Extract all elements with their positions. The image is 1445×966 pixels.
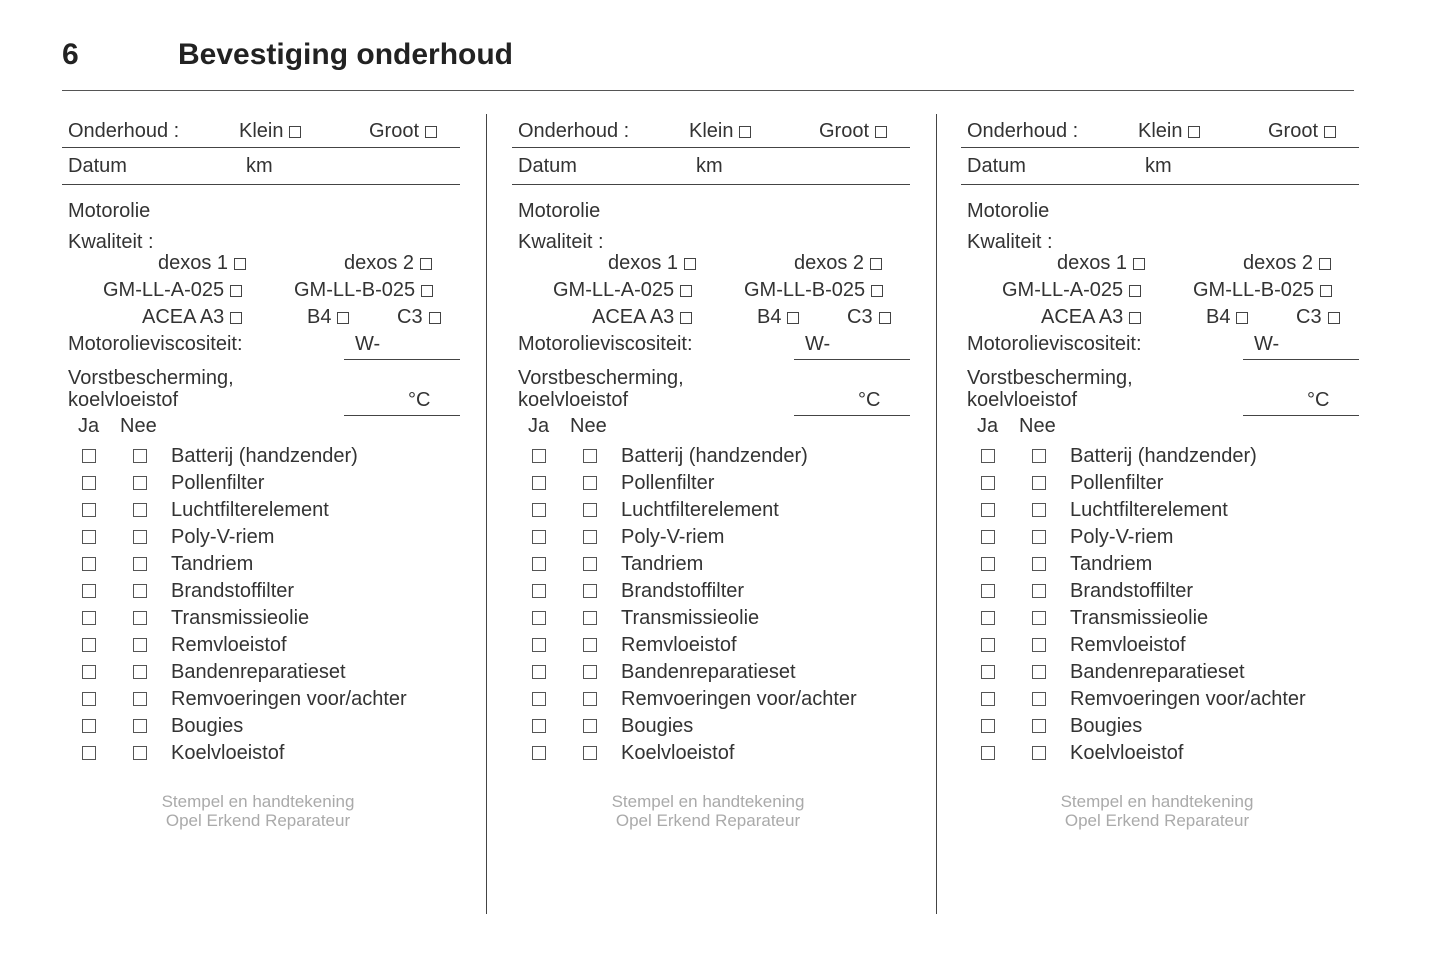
- ja-checkbox[interactable]: [532, 449, 546, 463]
- dexos1-option[interactable]: [158, 253, 246, 273]
- dexos2-checkbox[interactable]: [1319, 258, 1331, 270]
- viscosity-prefix: W-: [805, 333, 831, 355]
- c3-option[interactable]: [847, 307, 891, 327]
- groot-checkbox[interactable]: [1324, 126, 1336, 138]
- checklist-item-label: Remvloeistof: [1070, 634, 1186, 656]
- ja-checkbox[interactable]: [82, 665, 96, 679]
- gm-ll-b-label: GM-LL-B-025: [294, 279, 416, 301]
- ja-checkbox[interactable]: [82, 746, 96, 760]
- nee-checkbox[interactable]: [133, 476, 147, 490]
- gm-ll-a-checkbox[interactable]: [230, 285, 242, 297]
- acea-checkbox[interactable]: [1129, 312, 1141, 324]
- onderhoud-label: Onderhoud :: [68, 120, 180, 142]
- ja-checkbox[interactable]: [82, 476, 96, 490]
- datum-label: Datum: [68, 155, 127, 177]
- checklist-item-label: Bougies: [171, 715, 244, 737]
- checklist-item-label: Pollenfilter: [621, 472, 715, 494]
- dexos1-label: dexos 1: [158, 252, 229, 274]
- ja-checkbox[interactable]: [532, 476, 546, 490]
- frost-label-line1: Vorstbescherming,: [518, 367, 684, 389]
- nee-header: Nee: [1019, 415, 1056, 437]
- ja-checkbox[interactable]: [82, 692, 96, 706]
- viscosity-prefix: W-: [1254, 333, 1280, 355]
- gm-ll-a-option[interactable]: [103, 280, 242, 300]
- checklist-item-label: Luchtfilterelement: [1070, 499, 1228, 521]
- nee-checkbox[interactable]: [583, 692, 597, 706]
- nee-checkbox[interactable]: [1032, 503, 1046, 517]
- datum-label: Datum: [967, 155, 1026, 177]
- km-label: km: [246, 155, 273, 177]
- checklist-item-label: Remvloeistof: [621, 634, 737, 656]
- gm-ll-b-checkbox[interactable]: [421, 285, 433, 297]
- ja-checkbox[interactable]: [82, 449, 96, 463]
- groot-checkbox[interactable]: [875, 126, 887, 138]
- nee-checkbox[interactable]: [1032, 692, 1046, 706]
- groot-option[interactable]: [369, 121, 437, 141]
- nee-checkbox[interactable]: [133, 611, 147, 625]
- gm-ll-a-label: GM-LL-A-025: [1002, 279, 1124, 301]
- c3-checkbox[interactable]: [1328, 312, 1340, 324]
- nee-checkbox[interactable]: [583, 584, 597, 598]
- ja-checkbox[interactable]: [981, 638, 995, 652]
- stamp-caption-line1: Stempel en handtekening: [161, 792, 355, 811]
- ja-checkbox[interactable]: [981, 449, 995, 463]
- ja-checkbox[interactable]: [981, 557, 995, 571]
- acea-label: ACEA A3: [592, 306, 675, 328]
- ja-checkbox[interactable]: [981, 503, 995, 517]
- maintenance-column-1: [62, 0, 454, 966]
- klein-option[interactable]: [689, 121, 751, 141]
- checklist-item-label: Brandstoffilter: [171, 580, 295, 602]
- b4-checkbox[interactable]: [1236, 312, 1248, 324]
- klein-label: Klein: [689, 120, 734, 142]
- viscosity-prefix: W-: [355, 333, 381, 355]
- ja-checkbox[interactable]: [82, 584, 96, 598]
- checklist-item-label: Remvloeistof: [171, 634, 287, 656]
- checklist-item-label: Bougies: [621, 715, 694, 737]
- checklist-item-label: Koelvloeistof: [171, 742, 285, 764]
- gm-ll-b-checkbox[interactable]: [1320, 285, 1332, 297]
- dexos2-checkbox[interactable]: [870, 258, 882, 270]
- gm-ll-a-checkbox[interactable]: [680, 285, 692, 297]
- groot-label: Groot: [819, 120, 870, 142]
- nee-checkbox[interactable]: [583, 719, 597, 733]
- nee-checkbox[interactable]: [583, 503, 597, 517]
- checklist-item-label: Bandenreparatieset: [171, 661, 346, 683]
- klein-option[interactable]: [239, 121, 301, 141]
- stamp-caption-line1: Stempel en handtekening: [611, 792, 805, 811]
- checklist-item-label: Batterij (handzender): [171, 445, 358, 467]
- ja-checkbox[interactable]: [82, 530, 96, 544]
- gm-ll-b-checkbox[interactable]: [871, 285, 883, 297]
- dexos2-option[interactable]: [344, 253, 432, 273]
- viscosity-input-line[interactable]: [344, 359, 460, 360]
- checklist-item-label: Batterij (handzender): [1070, 445, 1257, 467]
- column-divider: [486, 114, 487, 914]
- ja-checkbox[interactable]: [532, 665, 546, 679]
- divider: [512, 147, 910, 148]
- dexos1-checkbox[interactable]: [684, 258, 696, 270]
- acea-checkbox[interactable]: [680, 312, 692, 324]
- nee-checkbox[interactable]: [133, 746, 147, 760]
- ja-checkbox[interactable]: [981, 530, 995, 544]
- kwaliteit-label: Kwaliteit :: [967, 231, 1053, 253]
- nee-checkbox[interactable]: [583, 665, 597, 679]
- nee-checkbox[interactable]: [1032, 449, 1046, 463]
- groot-label: Groot: [1268, 120, 1319, 142]
- groot-checkbox[interactable]: [425, 126, 437, 138]
- gm-ll-b-option[interactable]: [294, 280, 433, 300]
- checklist-item-label: Poly-V-riem: [171, 526, 275, 548]
- dexos1-label: dexos 1: [608, 252, 679, 274]
- gm-ll-a-option[interactable]: [1002, 280, 1141, 300]
- gm-ll-a-label: GM-LL-A-025: [553, 279, 675, 301]
- kwaliteit-label: Kwaliteit :: [68, 231, 154, 253]
- checklist-item-label: Koelvloeistof: [621, 742, 735, 764]
- checklist-item-label: Transmissieolie: [171, 607, 310, 629]
- stamp-caption-line1: Stempel en handtekening: [1060, 792, 1254, 811]
- checklist-item-label: Poly-V-riem: [1070, 526, 1174, 548]
- ja-header: Ja: [78, 415, 100, 437]
- motorolie-label: Motorolie: [68, 200, 151, 222]
- frost-input-line[interactable]: [794, 415, 910, 416]
- nee-checkbox[interactable]: [133, 638, 147, 652]
- nee-checkbox[interactable]: [583, 557, 597, 571]
- onderhoud-label: Onderhoud :: [967, 120, 1079, 142]
- nee-checkbox[interactable]: [583, 611, 597, 625]
- dexos2-label: dexos 2: [794, 252, 865, 274]
- frost-input-line[interactable]: [344, 415, 460, 416]
- frost-unit: °C: [858, 389, 881, 411]
- km-label: km: [1145, 155, 1172, 177]
- checklist-item-label: Bandenreparatieset: [1070, 661, 1245, 683]
- nee-checkbox[interactable]: [1032, 530, 1046, 544]
- km-label: km: [696, 155, 723, 177]
- nee-checkbox[interactable]: [1032, 611, 1046, 625]
- gm-ll-b-label: GM-LL-B-025: [1193, 279, 1315, 301]
- nee-checkbox[interactable]: [133, 449, 147, 463]
- frost-label-line1: Vorstbescherming,: [967, 367, 1133, 389]
- acea-label: ACEA A3: [1041, 306, 1124, 328]
- checklist-item-label: Bandenreparatieset: [621, 661, 796, 683]
- checklist-item-label: Transmissieolie: [1070, 607, 1209, 629]
- checklist-item-label: Transmissieolie: [621, 607, 760, 629]
- klein-option[interactable]: [1138, 121, 1200, 141]
- klein-label: Klein: [1138, 120, 1183, 142]
- nee-header: Nee: [120, 415, 157, 437]
- dexos2-option[interactable]: [1243, 253, 1331, 273]
- ja-checkbox[interactable]: [532, 557, 546, 571]
- nee-checkbox[interactable]: [583, 476, 597, 490]
- ja-checkbox[interactable]: [981, 692, 995, 706]
- ja-checkbox[interactable]: [532, 692, 546, 706]
- acea-option[interactable]: [592, 307, 692, 327]
- b4-checkbox[interactable]: [787, 312, 799, 324]
- gm-ll-b-option[interactable]: [1193, 280, 1332, 300]
- frost-unit: °C: [1307, 389, 1330, 411]
- gm-ll-a-option[interactable]: [553, 280, 692, 300]
- page-number: 6: [62, 38, 79, 71]
- checklist-item-label: Batterij (handzender): [621, 445, 808, 467]
- frost-unit: °C: [408, 389, 431, 411]
- divider: [512, 184, 910, 185]
- checklist-item-label: Luchtfilterelement: [171, 499, 329, 521]
- nee-checkbox[interactable]: [1032, 638, 1046, 652]
- divider: [62, 147, 460, 148]
- b4-option[interactable]: [757, 307, 799, 327]
- dexos1-option[interactable]: [1057, 253, 1145, 273]
- groot-label: Groot: [369, 120, 420, 142]
- ja-checkbox[interactable]: [981, 719, 995, 733]
- dexos1-option[interactable]: [608, 253, 696, 273]
- ja-checkbox[interactable]: [82, 638, 96, 652]
- maintenance-column-3: [961, 0, 1353, 966]
- ja-checkbox[interactable]: [981, 665, 995, 679]
- ja-checkbox[interactable]: [532, 530, 546, 544]
- onderhoud-label: Onderhoud :: [518, 120, 630, 142]
- ja-checkbox[interactable]: [82, 611, 96, 625]
- dexos1-label: dexos 1: [1057, 252, 1128, 274]
- c3-label: C3: [397, 306, 423, 328]
- ja-checkbox[interactable]: [981, 746, 995, 760]
- nee-checkbox[interactable]: [1032, 746, 1046, 760]
- ja-checkbox[interactable]: [532, 503, 546, 517]
- klein-label: Klein: [239, 120, 284, 142]
- frost-label-line2: koelvloeistof: [967, 389, 1078, 411]
- nee-checkbox[interactable]: [1032, 584, 1046, 598]
- checklist-item-label: Remvoeringen voor/achter: [171, 688, 407, 710]
- b4-label: B4: [307, 306, 332, 328]
- checklist-item-label: Tandriem: [621, 553, 704, 575]
- gm-ll-b-option[interactable]: [744, 280, 883, 300]
- gm-ll-a-label: GM-LL-A-025: [103, 279, 225, 301]
- dexos2-label: dexos 2: [1243, 252, 1314, 274]
- stamp-caption-line2: Opel Erkend Reparateur: [615, 811, 801, 830]
- dexos2-option[interactable]: [794, 253, 882, 273]
- motorolie-label: Motorolie: [518, 200, 601, 222]
- checklist-item-label: Tandriem: [171, 553, 254, 575]
- viscosity-label: Motorolieviscositeit:: [967, 333, 1142, 355]
- frost-label-line2: koelvloeistof: [68, 389, 179, 411]
- divider: [961, 147, 1359, 148]
- nee-checkbox[interactable]: [1032, 665, 1046, 679]
- nee-checkbox[interactable]: [1032, 557, 1046, 571]
- acea-checkbox[interactable]: [230, 312, 242, 324]
- viscosity-label: Motorolieviscositeit:: [518, 333, 693, 355]
- ja-checkbox[interactable]: [981, 476, 995, 490]
- klein-checkbox[interactable]: [739, 126, 751, 138]
- ja-header: Ja: [528, 415, 550, 437]
- viscosity-input-line[interactable]: [794, 359, 910, 360]
- page-title: Bevestiging onderhoud: [178, 38, 514, 71]
- c3-label: C3: [1296, 306, 1322, 328]
- checklist-item-label: Koelvloeistof: [1070, 742, 1184, 764]
- datum-label: Datum: [518, 155, 577, 177]
- maintenance-column-2: [512, 0, 904, 966]
- acea-option[interactable]: [1041, 307, 1141, 327]
- nee-checkbox[interactable]: [133, 557, 147, 571]
- c3-option[interactable]: [397, 307, 441, 327]
- dexos2-label: dexos 2: [344, 252, 415, 274]
- checklist-item-label: Pollenfilter: [1070, 472, 1164, 494]
- nee-checkbox[interactable]: [1032, 476, 1046, 490]
- frost-input-line[interactable]: [1243, 415, 1359, 416]
- stamp-caption-line2: Opel Erkend Reparateur: [1064, 811, 1250, 830]
- klein-checkbox[interactable]: [1188, 126, 1200, 138]
- checklist-item-label: Luchtfilterelement: [621, 499, 779, 521]
- nee-checkbox[interactable]: [133, 584, 147, 598]
- nee-checkbox[interactable]: [583, 746, 597, 760]
- ja-checkbox[interactable]: [532, 638, 546, 652]
- nee-checkbox[interactable]: [133, 692, 147, 706]
- nee-checkbox[interactable]: [133, 530, 147, 544]
- c3-option[interactable]: [1296, 307, 1340, 327]
- groot-option[interactable]: [1268, 121, 1336, 141]
- stamp-caption-line2: Opel Erkend Reparateur: [165, 811, 351, 830]
- checklist-item-label: Pollenfilter: [171, 472, 265, 494]
- ja-checkbox[interactable]: [82, 557, 96, 571]
- groot-option[interactable]: [819, 121, 887, 141]
- ja-header: Ja: [977, 415, 999, 437]
- checklist-item-label: Brandstoffilter: [1070, 580, 1194, 602]
- column-divider: [936, 114, 937, 914]
- checklist-item-label: Remvoeringen voor/achter: [621, 688, 857, 710]
- gm-ll-b-label: GM-LL-B-025: [744, 279, 866, 301]
- acea-label: ACEA A3: [142, 306, 225, 328]
- checklist-item-label: Remvoeringen voor/achter: [1070, 688, 1306, 710]
- nee-checkbox[interactable]: [583, 638, 597, 652]
- b4-label: B4: [757, 306, 782, 328]
- nee-checkbox[interactable]: [583, 530, 597, 544]
- b4-checkbox[interactable]: [337, 312, 349, 324]
- frost-label-line1: Vorstbescherming,: [68, 367, 234, 389]
- divider: [961, 184, 1359, 185]
- ja-checkbox[interactable]: [532, 719, 546, 733]
- nee-checkbox[interactable]: [583, 449, 597, 463]
- b4-label: B4: [1206, 306, 1231, 328]
- klein-checkbox[interactable]: [289, 126, 301, 138]
- ja-checkbox[interactable]: [981, 584, 995, 598]
- c3-label: C3: [847, 306, 873, 328]
- ja-checkbox[interactable]: [532, 584, 546, 598]
- dexos2-checkbox[interactable]: [420, 258, 432, 270]
- checklist-item-label: Brandstoffilter: [621, 580, 745, 602]
- ja-checkbox[interactable]: [532, 746, 546, 760]
- ja-checkbox[interactable]: [82, 719, 96, 733]
- viscosity-label: Motorolieviscositeit:: [68, 333, 243, 355]
- nee-checkbox[interactable]: [1032, 719, 1046, 733]
- checklist-item-label: Tandriem: [1070, 553, 1153, 575]
- motorolie-label: Motorolie: [967, 200, 1050, 222]
- divider: [62, 184, 460, 185]
- checklist-item-label: Poly-V-riem: [621, 526, 725, 548]
- b4-option[interactable]: [1206, 307, 1248, 327]
- nee-checkbox[interactable]: [133, 719, 147, 733]
- b4-option[interactable]: [307, 307, 349, 327]
- ja-checkbox[interactable]: [532, 611, 546, 625]
- nee-checkbox[interactable]: [133, 665, 147, 679]
- checklist-item-label: Bougies: [1070, 715, 1143, 737]
- kwaliteit-label: Kwaliteit :: [518, 231, 604, 253]
- acea-option[interactable]: [142, 307, 242, 327]
- ja-checkbox[interactable]: [82, 503, 96, 517]
- ja-checkbox[interactable]: [981, 611, 995, 625]
- frost-label-line2: koelvloeistof: [518, 389, 629, 411]
- c3-checkbox[interactable]: [429, 312, 441, 324]
- dexos1-checkbox[interactable]: [234, 258, 246, 270]
- viscosity-input-line[interactable]: [1243, 359, 1359, 360]
- nee-header: Nee: [570, 415, 607, 437]
- gm-ll-a-checkbox[interactable]: [1129, 285, 1141, 297]
- c3-checkbox[interactable]: [879, 312, 891, 324]
- nee-checkbox[interactable]: [133, 503, 147, 517]
- dexos1-checkbox[interactable]: [1133, 258, 1145, 270]
